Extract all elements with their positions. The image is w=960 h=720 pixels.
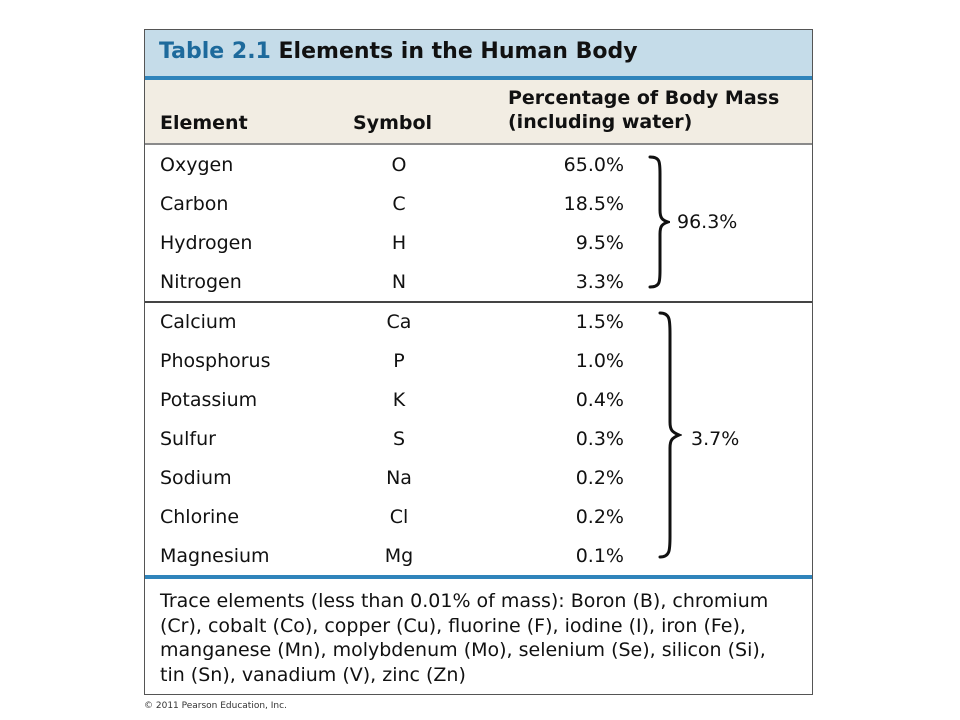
copyright-notice: © 2011 Pearson Education, Inc. bbox=[144, 701, 287, 711]
table-title bbox=[159, 39, 638, 64]
table-header-row bbox=[145, 80, 812, 145]
minor-elements-total: 3.7% bbox=[691, 428, 740, 450]
cell-symbol-text: S bbox=[392, 428, 406, 450]
major-elements-total: 96.3% bbox=[677, 211, 738, 233]
cell-element-name: Magnesium bbox=[160, 545, 270, 567]
cell-symbol-text: C bbox=[392, 193, 406, 215]
cell-element-name: Hydrogen bbox=[160, 232, 253, 254]
minor-elements-brace-icon bbox=[648, 310, 682, 560]
group-divider bbox=[145, 301, 812, 303]
cell-percentage: 0.2% bbox=[575, 506, 624, 528]
major-elements-brace-icon bbox=[640, 154, 670, 290]
column-header-percentage-line1: Percentage of Body Mass bbox=[508, 87, 780, 109]
cell-percentage: 0.1% bbox=[575, 545, 624, 567]
cell-percentage: 1.0% bbox=[575, 350, 624, 372]
cell-symbol-text: O bbox=[391, 154, 407, 176]
cell-symbol-text: Na bbox=[386, 467, 412, 489]
column-header-symbol: Symbol bbox=[353, 112, 433, 134]
cell-percentage: 0.2% bbox=[575, 467, 624, 489]
cell-percentage: 1.5% bbox=[575, 311, 624, 333]
cell-element-name: Calcium bbox=[160, 311, 237, 333]
column-header-percentage bbox=[508, 86, 779, 134]
column-header-percentage-line2: (including water) bbox=[508, 111, 693, 133]
cell-percentage: 9.5% bbox=[575, 232, 624, 254]
cell-percentage: 65.0% bbox=[563, 154, 624, 176]
cell-percentage: 0.4% bbox=[575, 389, 624, 411]
cell-symbol-text: H bbox=[391, 232, 407, 254]
cell-symbol-text: P bbox=[393, 350, 405, 372]
cell-symbol-text: Ca bbox=[386, 311, 412, 333]
cell-element-name: Nitrogen bbox=[160, 271, 242, 293]
cell-element-name: Sulfur bbox=[160, 428, 216, 450]
cell-element-name: Carbon bbox=[160, 193, 229, 215]
cell-symbol-text: Mg bbox=[384, 545, 414, 567]
cell-element-name: Oxygen bbox=[160, 154, 234, 176]
cell-element-name: Phosphorus bbox=[160, 350, 271, 372]
cell-symbol-text: N bbox=[391, 271, 407, 293]
cell-element-name: Potassium bbox=[160, 389, 258, 411]
cell-symbol-text: K bbox=[392, 389, 406, 411]
elements-table bbox=[144, 29, 813, 695]
column-header-element: Element bbox=[160, 112, 248, 134]
table-number-label: Table 2.1 bbox=[159, 39, 271, 64]
cell-percentage: 0.3% bbox=[575, 428, 624, 450]
cell-percentage: 3.3% bbox=[575, 271, 624, 293]
cell-symbol-text: Cl bbox=[389, 506, 409, 528]
trace-elements-note: Trace elements (less than 0.01% of mass): Boron (B), chromium (Cr), cobalt (Co), copper (Cu), fluorine (F), iodine (I), iron (Fe), manganese (Mn), molybdenum (Mo), selenium (Se), silicon (Si), tin (Sn), vanadium (V), zinc (Zn) bbox=[160, 590, 769, 686]
table-title-bar bbox=[145, 30, 812, 80]
cell-element-name: Chlorine bbox=[160, 506, 240, 528]
footer-divider bbox=[145, 575, 812, 579]
table-title-text: Elements in the Human Body bbox=[278, 39, 638, 64]
cell-percentage: 18.5% bbox=[563, 193, 624, 215]
cell-element-name: Sodium bbox=[160, 467, 232, 489]
